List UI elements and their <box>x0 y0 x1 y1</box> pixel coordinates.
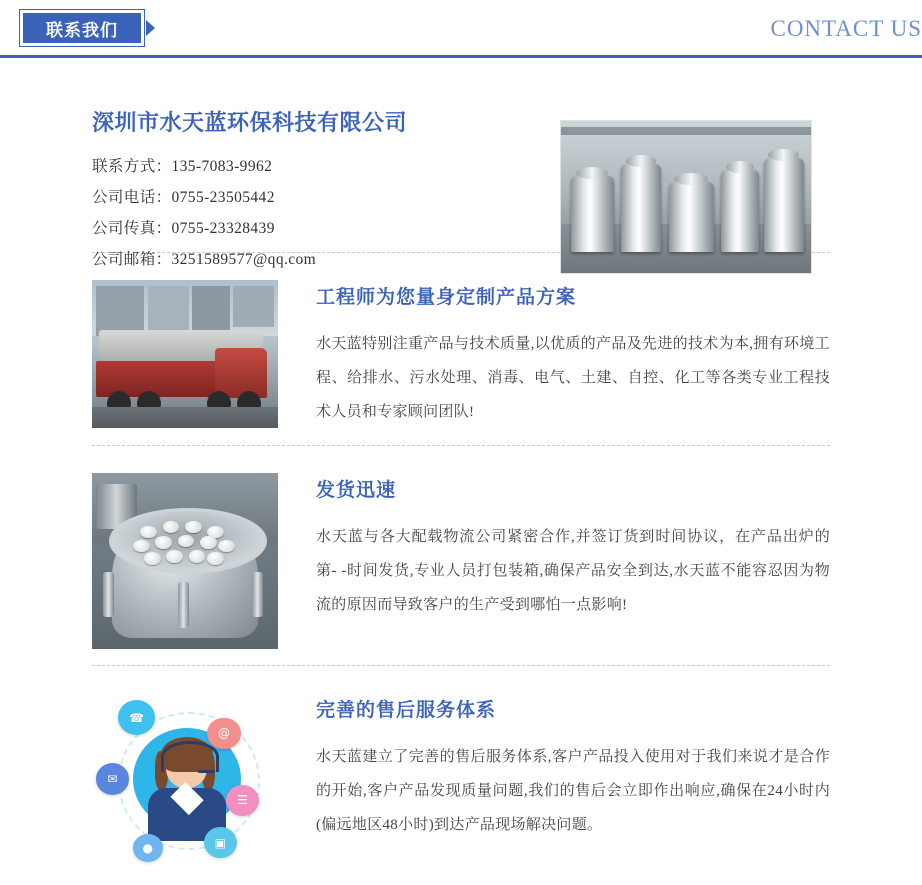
feature-body <box>316 689 830 869</box>
contact-details <box>92 106 407 275</box>
contact-line-email: 公司邮箱：3251589577@qq.com <box>92 251 317 268</box>
contact-tab[interactable]: 联系我们 <box>20 10 144 46</box>
feature-body <box>316 276 830 429</box>
mail-icon: ✉ <box>96 763 129 795</box>
monitor-icon: ▣ <box>204 827 237 859</box>
document-icon: ☰ <box>226 785 259 817</box>
feature-text: 水天蓝与各大配载物流公司紧密合作,并签订货到时间协议，在产品出炉的第- -时间发货,专业人员打包装箱,确保产品安全到达,水天蓝不能容忍因为物流的原因而导致客户的生产受到哪怕一点影响! <box>316 529 830 613</box>
page-header <box>0 0 922 58</box>
contact-line-mobile: 联系方式：135-7083-9962 <box>92 158 273 175</box>
feature-row-engineer <box>0 254 922 445</box>
chat-icon: ● <box>133 834 163 862</box>
feature-body <box>316 469 830 649</box>
feature-title: 工程师为您量身定制产品方案 <box>316 287 577 308</box>
contact-section <box>0 58 922 268</box>
at-icon: @ <box>207 718 240 750</box>
feature-image-truck <box>92 280 278 428</box>
feature-row-aftersales <box>0 667 922 885</box>
feature-title: 完善的售后服务体系 <box>316 700 497 721</box>
phone-icon: ☎ <box>118 700 155 735</box>
feature-image-service <box>92 693 278 869</box>
company-name: 深圳市水天蓝环保科技有限公司 <box>92 110 408 135</box>
feature-row-shipping <box>0 447 922 665</box>
header-english-title: CONTACT US <box>770 16 922 41</box>
tab-arrow-icon <box>146 20 155 36</box>
feature-text: 水天蓝建立了完善的售后服务体系,客户产品投入使用对于我们来说才是合作的开始,客户产品发现质量问题,我们的售后会立即作出响应,确保在24小时内(偏远地区48小时)到达产品现场解决问题。 <box>316 749 830 833</box>
feature-text: 水天蓝特别注重产品与技术质量,以优质的产品及先进的技术为本,拥有环境工程、给排水、污水处理、消毒、电气、土建、自控、化工等各类专业工程技术人员和专家顾问团队! <box>316 336 830 420</box>
headset-icon <box>161 741 219 772</box>
feature-title: 发货迅速 <box>316 480 397 501</box>
contact-line-phone: 公司电话：0755-23505442 <box>92 189 275 206</box>
feature-image-vessel <box>92 473 278 649</box>
contact-photo <box>560 120 812 274</box>
contact-line-fax: 公司传真：0755-23328439 <box>92 220 275 237</box>
